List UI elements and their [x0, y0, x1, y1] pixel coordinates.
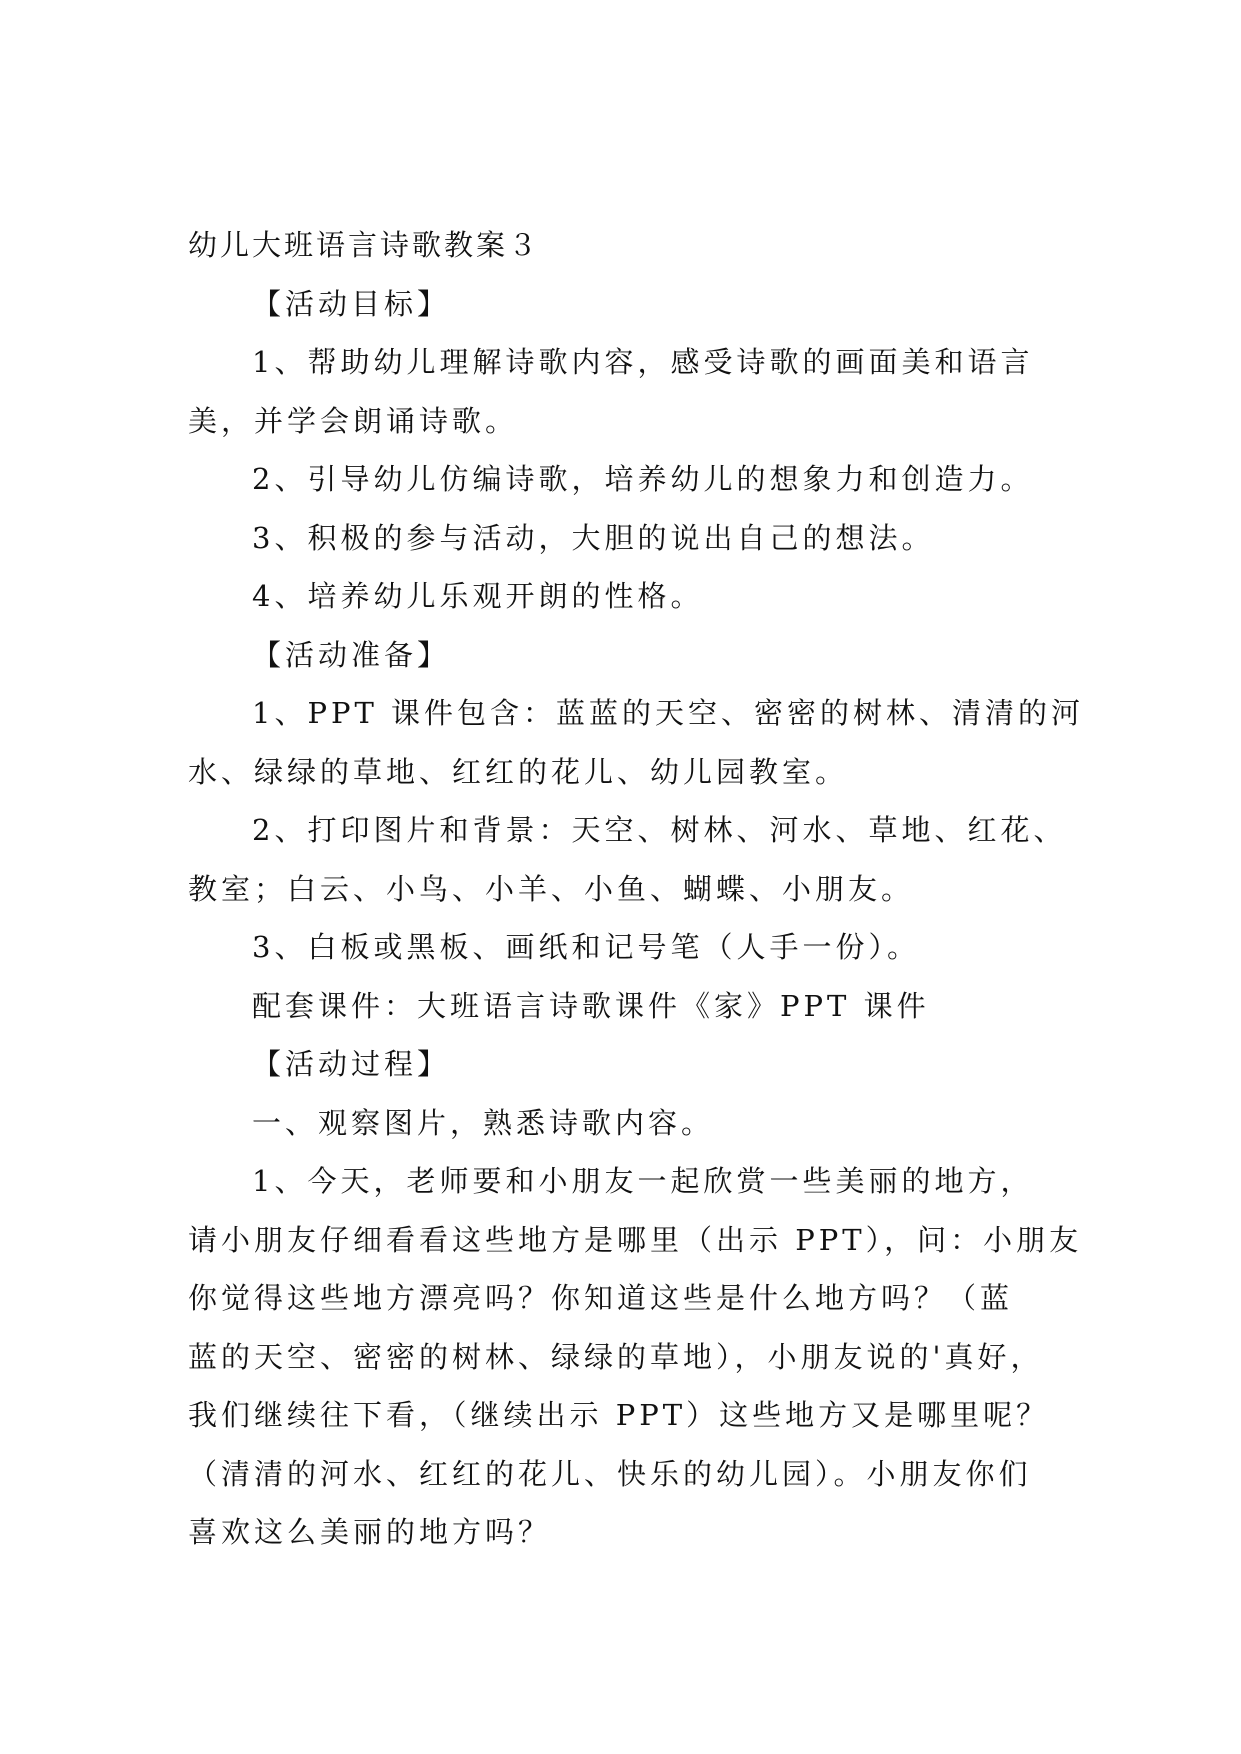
text-line: 一、观察图片，熟悉诗歌内容。: [252, 1105, 715, 1140]
text-line: （清清的河水、红红的花儿、快乐的幼儿园）。小朋友你们: [188, 1456, 1032, 1491]
text-line: 美，并学会朗诵诗歌。: [188, 403, 519, 438]
text-line: 4、培养幼儿乐观开朗的性格。: [252, 579, 704, 613]
text-line: 1、帮助幼儿理解诗歌内容，感受诗歌的画面美和语言: [252, 345, 1034, 379]
document-body: [188, 216, 1085, 1562]
text-line: 你觉得这些地方漂亮吗？你知道这些是什么地方吗？（蓝: [188, 1281, 1014, 1315]
text-line: 2、打印图片和背景：天空、树林、河水、草地、红花、: [252, 813, 1067, 847]
text-line: 我们继续往下看，（继续出示 PPT）这些地方又是哪里呢？: [188, 1398, 1050, 1432]
text-line: 喜欢这么美丽的地方吗？: [188, 1515, 552, 1549]
document-title: 幼儿大班语言诗歌教案３: [188, 228, 541, 262]
text-line: 蓝的天空、密密的树林、绿绿的草地），小朋友说的'真好，: [188, 1339, 1044, 1374]
text-line: 3、白板或黑板、画纸和记号笔（人手一份）。: [252, 930, 920, 964]
text-line: 【活动准备】: [252, 637, 451, 672]
text-line: 2、引导幼儿仿编诗歌，培养幼儿的想象力和创造力。: [252, 462, 1034, 496]
text-line: 请小朋友仔细看看这些地方是哪里（出示 PPT），问：小朋友: [188, 1222, 1083, 1257]
text-line: 1、今天，老师要和小朋友一起欣赏一些美丽的地方，: [252, 1164, 1034, 1198]
text-line: 水、绿绿的草地、红红的花儿、幼儿园教室。: [188, 754, 849, 789]
text-line: 教室；白云、小鸟、小羊、小鱼、蝴蝶、小朋友。: [188, 871, 915, 906]
document-lines: [188, 275, 1085, 1562]
text-line: 【活动过程】: [252, 1047, 451, 1081]
text-line: 1、PPT 课件包含：蓝蓝的天空、密密的树林、清清的河: [252, 696, 1085, 730]
text-line: 3、积极的参与活动，大胆的说出自己的想法。: [252, 520, 935, 555]
text-line: 配套课件：大班语言诗歌课件《家》PPT 课件: [252, 988, 930, 1023]
text-line: 【活动目标】: [252, 286, 451, 321]
